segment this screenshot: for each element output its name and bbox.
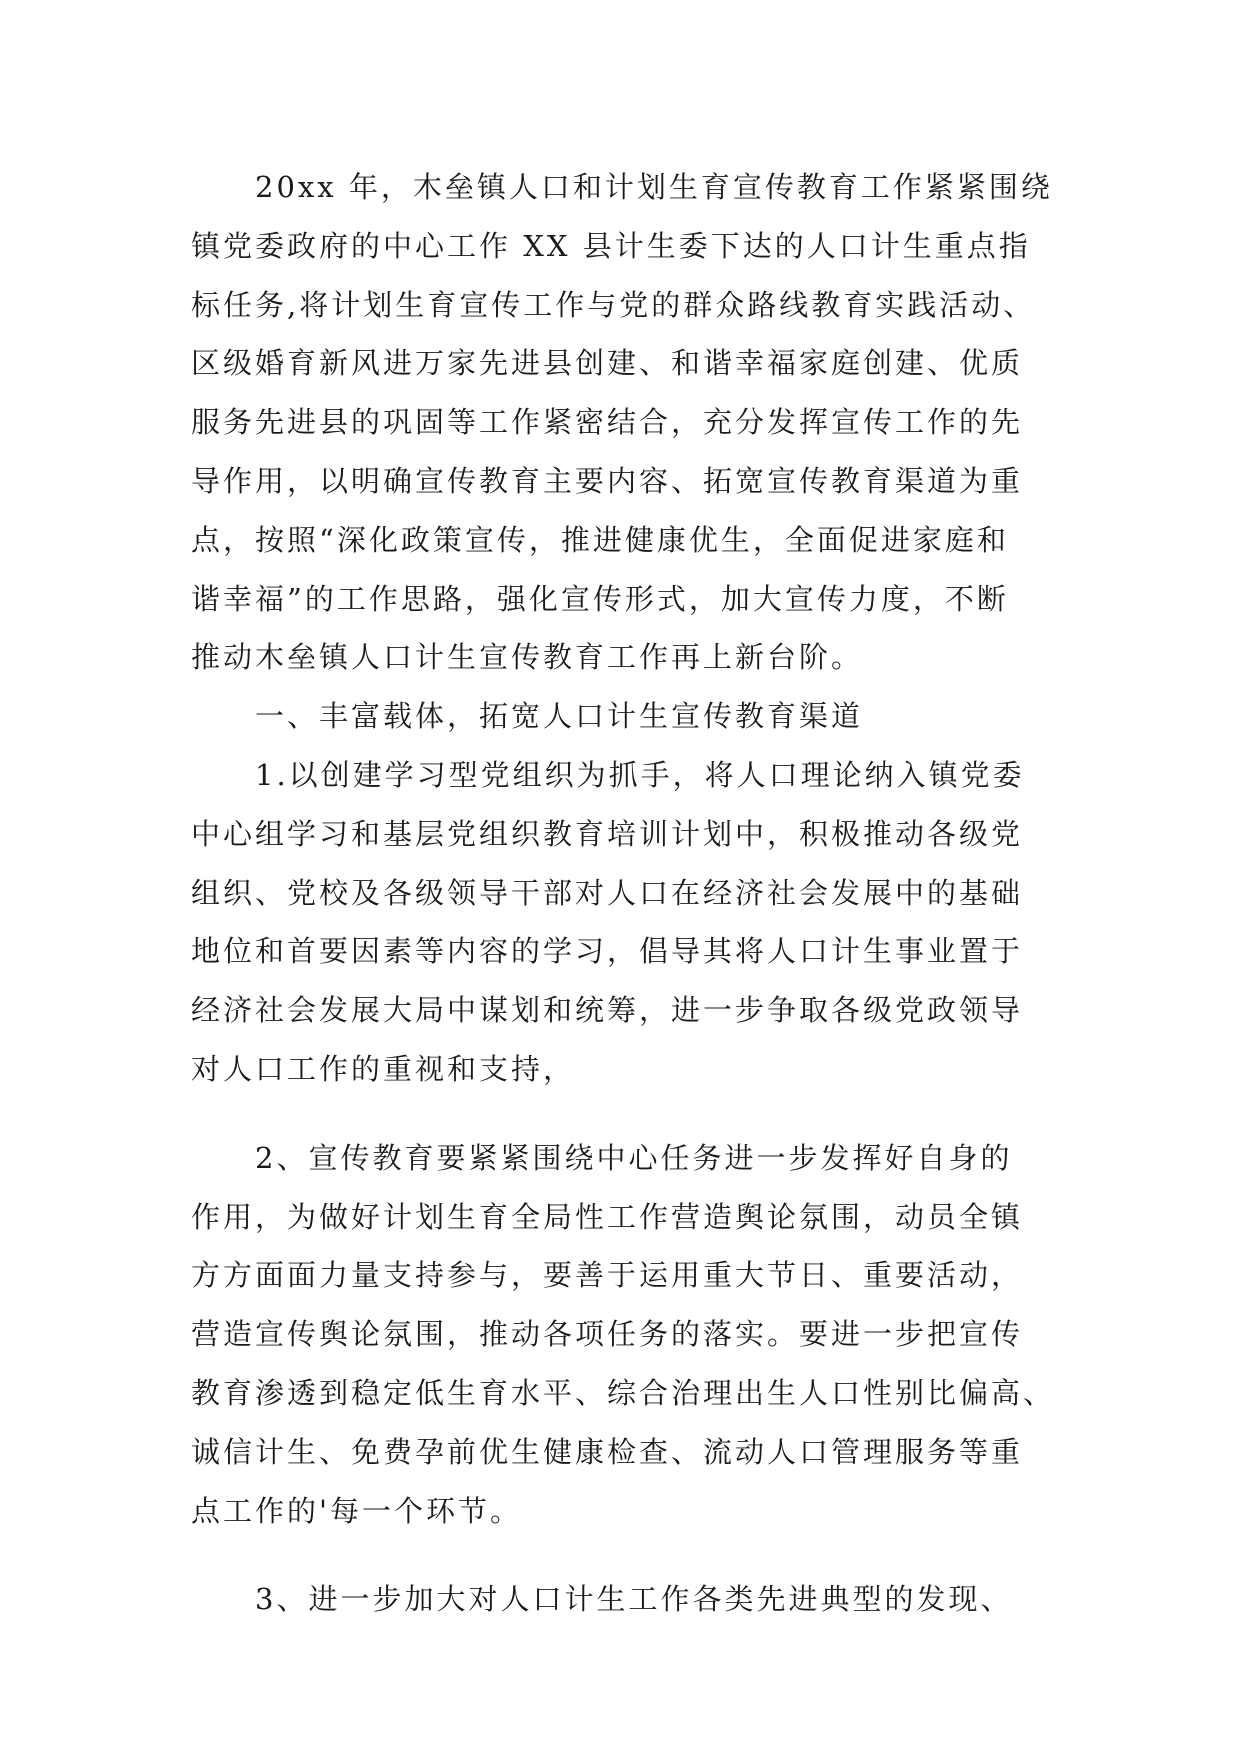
text-line: 经济社会发展大局中谋划和统筹，进一步争取各级党政领导 [191,993,1024,1028]
text-line: 2、宣传教育要紧紧围绕中心任务进一步发挥好自身的 [191,1140,1013,1175]
text-line: 作用，为做好计划生育全局性工作营造舆论氛围，动员全镇 [191,1199,1024,1234]
text-line: 对人口工作的重视和支持， [191,1051,576,1086]
text-line: 标任务,将计划生育宣传工作与党的群众路线教育实践活动、 [191,287,1036,322]
text-line: 导作用，以明确宣传教育主要内容、拓宽宣传教育渠道为重 [191,463,1024,498]
paragraph-gap [191,1540,1081,1570]
text-line: 镇党委政府的中心工作 XX 县计生委下达的人口计生重点指 [191,228,1031,263]
text-line: 诚信计生、免费孕前优生健康检查、流动人口管理服务等重 [191,1434,1024,1469]
section-heading: 一、丰富载体，拓宽人口计生宣传教育渠道 [191,699,864,734]
text-line: 教育渗透到稳定低生育水平、综合治理出生人口性别比偏高、 [191,1375,1056,1410]
document-body [191,158,1081,1629]
text-line: 地位和首要因素等内容的学习，倡导其将人口计生事业置于 [191,934,1024,969]
text-line: 服务先进县的巩固等工作紧密结合，充分发挥宣传工作的先 [191,405,1024,440]
text-line: 推动木垒镇人口计生宣传教育工作再上新台阶。 [191,640,864,675]
text-line: 3、进一步加大对人口计生工作各类先进典型的发现、 [191,1582,1013,1617]
text-line: 谐幸福”的工作思路，强化宣传形式，加大宣传力度，不断 [191,581,1009,616]
text-line: 点，按照“深化政策宣传，推进健康优生，全面促进家庭和 [191,522,1009,557]
text-line: 中心组学习和基层党组织教育培训计划中，积极推动各级党 [191,816,1024,851]
paragraph-gap [191,1099,1081,1129]
text-line: 方方面面力量支持参与，要善于运用重大节日、重要活动， [191,1258,1024,1293]
text-line: 区级婚育新风进万家先进县创建、和谐幸福家庭创建、优质 [191,346,1024,381]
text-line: 1.以创建学习型党组织为抓手，将人口理论纳入镇党委 [191,757,1025,792]
text-line: 20xx 年，木垒镇人口和计划生育宣传教育工作紧紧围绕 [191,170,1053,204]
text-line: 营造宣传舆论氛围，推动各项任务的落实。要进一步把宣传 [191,1317,1024,1352]
text-line: 组织、党校及各级领导干部对人口在经济社会发展中的基础 [191,875,1024,910]
text-line: 点工作的'每一个环节。 [191,1493,522,1528]
